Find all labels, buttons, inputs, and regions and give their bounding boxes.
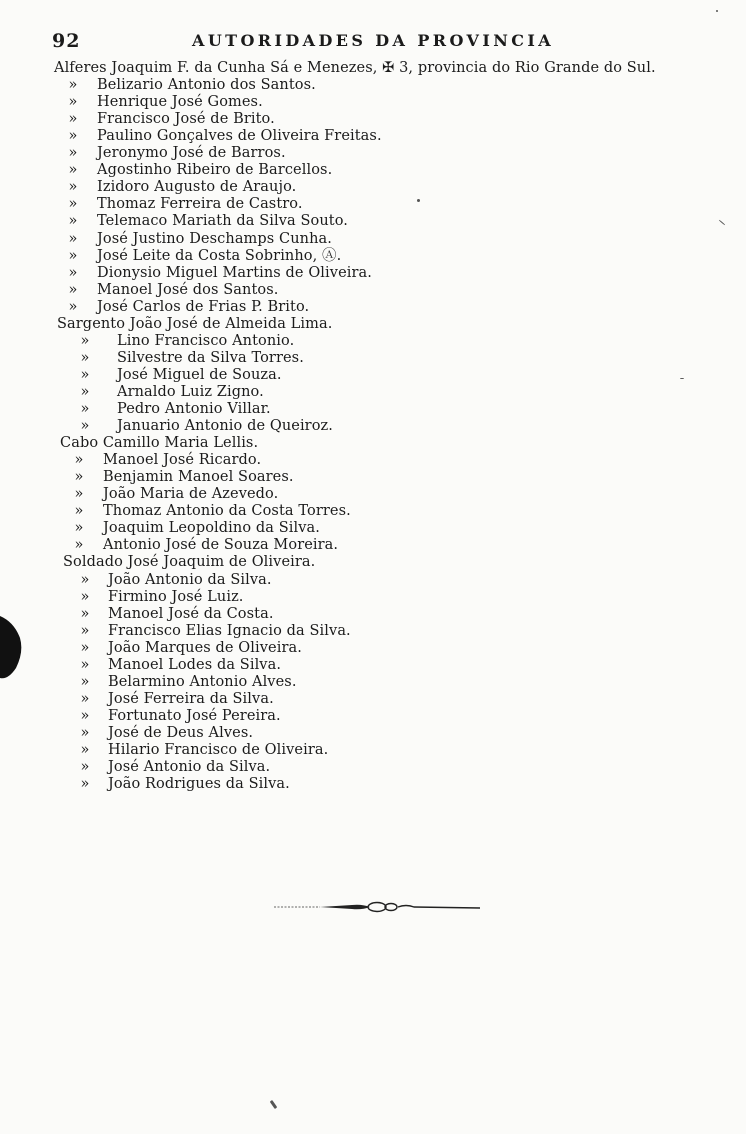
paper-speck xyxy=(719,220,726,226)
entry-name: José Leite da Costa Sobrinho, Ⓐ. xyxy=(97,247,342,264)
ditto-mark: » xyxy=(80,759,90,776)
entry-name: Arnaldo Luiz Zigno. xyxy=(117,383,264,400)
entry-name: Izidoro Augusto de Araujo. xyxy=(97,179,297,196)
paper-speck xyxy=(680,378,684,379)
entry-name: José Miguel de Souza. xyxy=(117,366,282,383)
entry-name: José Antonio da Silva. xyxy=(108,759,271,776)
page-number: 92 xyxy=(52,30,81,52)
entry-name: Belizario Antonio dos Santos. xyxy=(97,77,316,94)
ink-blot-mark xyxy=(0,608,26,684)
entry-name: Francisco José de Brito. xyxy=(97,111,275,128)
entry-name: Silvestre da Silva Torres. xyxy=(117,349,304,366)
entry-name: Manoel José Ricardo. xyxy=(103,452,262,469)
ditto-mark: » xyxy=(80,571,90,588)
ditto-mark: » xyxy=(74,452,84,469)
entry-name: João Antonio da Silva. xyxy=(108,571,272,588)
entry-name: José Justino Deschamps Cunha. xyxy=(97,230,333,247)
entry-name: Benjamin Manoel Soares. xyxy=(103,469,294,486)
entry-name: João Marques de Oliveira. xyxy=(108,639,302,656)
ditto-mark: » xyxy=(68,298,78,315)
ditto-mark: » xyxy=(80,401,90,417)
entry-text: Alferes Joaquim F. da Cunha Sá e Menezes, ✠ 3, provincia do Rio Grande do Sul. xyxy=(54,60,656,76)
ditto-mark: » xyxy=(80,690,90,707)
entry-name: Telemaco Mariath da Silva Souto. xyxy=(97,213,348,230)
entry-name: Firmino José Luiz. xyxy=(108,588,244,605)
entry-name: Manoel Lodes da Silva. xyxy=(108,656,282,673)
ditto-mark: » xyxy=(68,162,78,179)
ditto-mark: » xyxy=(68,145,78,162)
ditto-mark: » xyxy=(80,332,90,349)
ditto-mark: » xyxy=(68,213,78,230)
paper-speck xyxy=(270,1100,278,1109)
ditto-mark: » xyxy=(74,469,84,486)
ornament-divider xyxy=(272,898,482,916)
entry-name: Fortunato José Pereira. xyxy=(108,707,281,724)
entry-name: Francisco Elias Ignacio da Silva. xyxy=(108,622,351,639)
ditto-mark: » xyxy=(68,264,78,281)
entry-name: Thomaz Ferreira de Castro. xyxy=(97,196,303,213)
entry-name: Belarmino Antonio Alves. xyxy=(108,673,297,690)
entry-name: Pedro Antonio Villar. xyxy=(117,401,271,417)
entry-text: Cabo Camillo Maria Lellis. xyxy=(60,435,259,452)
page-title: AUTORIDADES DA PROVINCIA xyxy=(192,31,555,50)
entry-name: João Maria de Azevedo. xyxy=(103,486,279,503)
ditto-mark: » xyxy=(68,196,78,213)
ditto-mark: » xyxy=(68,94,78,111)
ditto-mark: » xyxy=(80,418,90,435)
ditto-mark: » xyxy=(68,77,78,94)
ditto-mark: » xyxy=(74,503,84,520)
entry-name: Thomaz Antonio da Costa Torres. xyxy=(103,503,351,520)
ditto-mark: » xyxy=(74,520,84,537)
entry-text: Soldado José Joaquim de Oliveira. xyxy=(63,554,316,571)
entry-name: Manoel José dos Santos. xyxy=(97,281,279,298)
ditto-mark: » xyxy=(68,128,78,145)
entry-name: José Carlos de Frias P. Brito. xyxy=(97,298,310,315)
entry-name: Jeronymo José de Barros. xyxy=(97,145,286,162)
ditto-mark: » xyxy=(80,724,90,741)
paper-speck xyxy=(417,199,420,202)
ditto-mark: » xyxy=(80,639,90,656)
ditto-mark: » xyxy=(80,622,90,639)
entry-name: Lino Francisco Antonio. xyxy=(117,332,295,349)
entry-name: Manoel José da Costa. xyxy=(108,605,274,622)
ditto-mark: » xyxy=(80,588,90,605)
entry-name: Januario Antonio de Queiroz. xyxy=(117,418,333,435)
ditto-mark: » xyxy=(68,111,78,128)
ditto-mark: » xyxy=(74,486,84,503)
ditto-mark: » xyxy=(80,383,90,400)
ditto-mark: » xyxy=(68,179,78,196)
entry-name: Dionysio Miguel Martins de Oliveira. xyxy=(97,264,372,281)
ditto-mark: » xyxy=(80,349,90,366)
ditto-mark: » xyxy=(80,742,90,758)
entry-name: Antonio José de Souza Moreira. xyxy=(103,537,339,554)
entry-name: João Rodrigues da Silva. xyxy=(108,776,290,793)
entry-text: Sargento João José de Almeida Lima. xyxy=(57,315,333,332)
entry-name: José de Deus Alves. xyxy=(108,724,254,741)
entry-name: Agostinho Ribeiro de Barcellos. xyxy=(97,162,333,179)
ditto-mark: » xyxy=(80,366,90,383)
ditto-mark: » xyxy=(80,776,90,793)
ditto-mark: » xyxy=(68,247,78,264)
ditto-mark: » xyxy=(80,656,90,673)
entry-name: Paulino Gonçalves de Oliveira Freitas. xyxy=(97,128,382,145)
ditto-mark: » xyxy=(80,673,90,690)
entry-name: Joaquim Leopoldino da Silva. xyxy=(103,520,320,537)
ditto-mark: » xyxy=(74,537,84,554)
ditto-mark: » xyxy=(80,707,90,724)
entry-name: José Ferreira da Silva. xyxy=(108,690,274,707)
ditto-mark: » xyxy=(80,605,90,622)
ditto-mark: » xyxy=(68,281,78,298)
paper-speck xyxy=(716,10,718,12)
entry-name: Hilario Francisco de Oliveira. xyxy=(108,742,329,758)
entry-name: Henrique José Gomes. xyxy=(97,94,263,111)
ditto-mark: » xyxy=(68,230,78,247)
